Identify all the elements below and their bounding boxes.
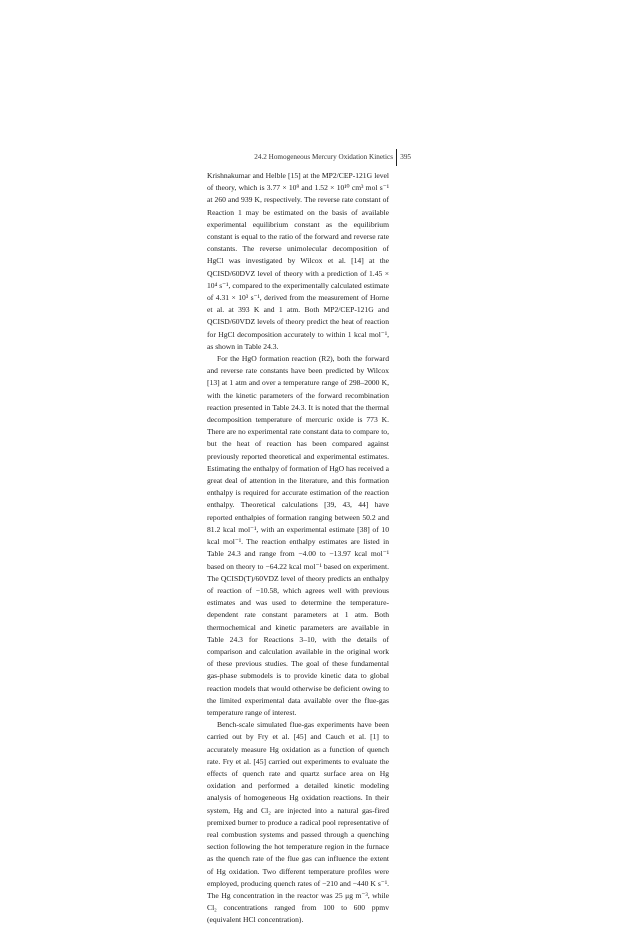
body-text (207, 170, 389, 927)
running-head-title: 24.2 Homogeneous Mercury Oxidation Kinetics (254, 153, 393, 161)
paragraph-2: For the HgO formation reaction (R2), both the forward and reverse rate constants have been predicted by Wilcox [13] at 1 atm and over a temperature range of 298–2000 K, with the kinetic parameters of the forward recombination reaction presented in Table 24.3. It is noted that the thermal decomposition temperature of mercuric oxide is 773 K. There are no experimental rate constant data to compare to, but the heat of reaction has been compared against previously reported theoretical and experimental estimates. Estimating the enthalpy of formation of HgO has received a great deal of attention in the literature, and this formation enthalpy is required for accurate estimation of the reaction enthalpy. Theoretical calculations [39, 43, 44] have reported enthalpies of formation ranging between 50.2 and 81.2 kcal mol⁻¹, with an experimental estimate [38] of 10 kcal mol⁻¹. The reaction enthalpy estimates are listed in Table 24.3 and range from −4.00 to −13.97 kcal mol⁻¹ based on theory to −64.22 kcal mol⁻¹ based on experiment. The QCISD(T)/60VDZ level of theory predicts an enthalpy of reaction of −10.58, which agrees well with previous estimates and was used to determine the temperature-dependent rate constant parameters at 1 atm. Both thermochemical and kinetic parameters are available in Table 24.3 for Reactions 3–10, with the details of comparison and calculation available in the original work of these previous studies. The goal of these fundamental gas-phase submodels is to provide kinetic data to global reaction models that would otherwise be deficient owing to the limited experimental data available over the flue-gas temperature range of interest. (207, 354, 389, 717)
running-head (180, 149, 409, 163)
page-number: 395 (400, 153, 411, 161)
paragraph-3: Bench-scale simulated flue-gas experiments have been carried out by Fry et al. [45] and Cauch et al. [1] to accurately measure Hg oxidation as a function of quench rate. Fry et al. [45] carried out experiments to evaluate the effects of quench rate and quartz surface area on Hg oxidation and performed a detailed kinetic modeling analysis of homogeneous Hg oxidation reactions. In their system, Hg and Cl₂ are injected into a natural gas-fired premixed burner to produce a radical pool representative of real combustion systems and passed through a quenching section following the hot temperature region in the furnace as the quench rate of the flue gas can influence the extent of Hg oxidation. Two different temperature profiles were employed, producing quench rates of −210 and −440 K s⁻¹. The Hg concentration in the reactor was 25 μg m⁻³, while Cl₂ concentrations ranged from 100 to 600 ppmv (equivalent HCl concentration). (207, 720, 389, 925)
running-head-rule (396, 149, 397, 166)
paragraph-1: Krishnakumar and Helble [15] at the MP2/CEP-121G level of theory, which is 3.77 × 10⁹ and 1.52 × 10¹⁰ cm³ mol s⁻¹ at 260 and 939 K, respectively. The reverse rate constant of Reaction 1 may be estimated on the basis of available experimental equilibrium constant as the equilibrium constant is equal to the ratio of the forward and reverse rate constants. The reverse unimolecular decomposition of HgCl was investigated by Wilcox et al. [14] at the QCISD/60DVZ level of theory with a prediction of 1.45 × 10⁴ s⁻¹, compared to the experimentally calculated estimate of 4.31 × 10³ s⁻¹, derived from the measurement of Horne et al. at 393 K and 1 atm. Both MP2/CEP-121G and QCISD/60VDZ levels of theory predict the heat of reaction for HgCl decomposition accurately to within 1 kcal mol⁻¹, as shown in Table 24.3. (207, 171, 389, 351)
